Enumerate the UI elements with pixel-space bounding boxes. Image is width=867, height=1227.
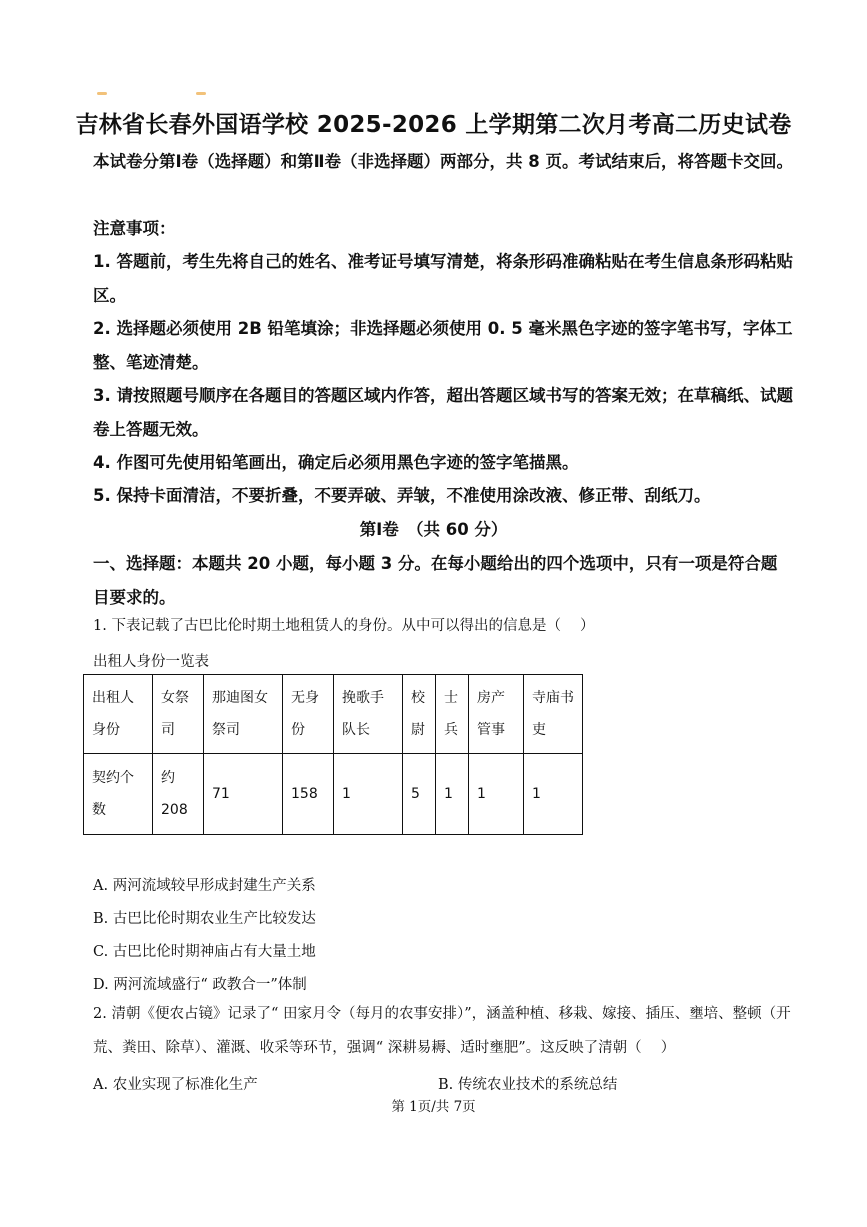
question-2-stem: 2. 清朝《便农占镜》记录了“ 田家月令（每月的农事安排）”，涵盖种植、移栽、嫁接、插压、壅培、整顿（开荒、粪田、除草）、灌溉、收采等环节，强调“ 深耕易耨、适时壅肥”。这反映了清朝（ ） — [93, 1006, 791, 1056]
table-header-row — [84, 675, 583, 754]
table-cell: 约 208 — [153, 754, 204, 835]
table-cell: 71 — [204, 754, 283, 835]
question-1-option-b: B. 古巴比伦时期农业生产比较发达 — [93, 911, 316, 927]
note-item: 4. 作图可先使用铅笔画出，确定后必须用黑色字迹的签字笔描黑。 — [93, 453, 579, 472]
table-row — [84, 754, 583, 835]
table-cell: 1 — [469, 754, 524, 835]
part-heading: 一、选择题：本题共 20 小题，每小题 3 分。在每小题给出的四个选项中，只有一项是符合题目要求的。 — [93, 554, 778, 607]
table-cell: 那迪图女祭司 — [204, 675, 283, 754]
question-1-stem: 1. 下表记载了古巴比伦时期土地租赁人的身份。从中可以得出的信息是（ ） — [93, 618, 595, 634]
question-2-option-a: A. 农业实现了标准化生产 — [93, 1077, 258, 1093]
table-cell: 挽歌手队长 — [334, 675, 403, 754]
header-decoration — [196, 92, 206, 95]
question-1-option-d: D. 两河流域盛行“ 政教合一”体制 — [93, 977, 307, 993]
question-1-option-c: C. 古巴比伦时期神庙占有大量土地 — [93, 944, 316, 960]
note-item: 1. 答题前，考生先将自己的姓名、准考证号填写清楚，将条形码准确粘贴在考生信息条形码粘贴区。 — [93, 252, 793, 305]
table-cell: 无身份 — [283, 675, 334, 754]
table-cell: 房产管事 — [469, 675, 524, 754]
table-cell: 出租人身份 — [84, 675, 153, 754]
table-cell: 1 — [436, 754, 469, 835]
question-2-option-b: B. 传统农业技术的系统总结 — [438, 1077, 618, 1093]
table-cell: 1 — [524, 754, 583, 835]
exam-intro: 本试卷分第Ⅰ卷（选择题）和第Ⅱ卷（非选择题）两部分，共 8 页。考试结束后，将答题卡交回。 — [93, 152, 793, 171]
note-item: 5. 保持卡面清洁，不要折叠，不要弄破、弄皱，不准使用涂改液、修正带、刮纸刀。 — [93, 486, 711, 505]
table-cell: 158 — [283, 754, 334, 835]
table-cell: 士兵 — [436, 675, 469, 754]
note-item: 2. 选择题必须使用 2B 铅笔填涂；非选择题必须使用 0. 5 毫米黑色字迹的签字笔书写，字体工整、笔迹清楚。 — [93, 319, 793, 372]
table-cell: 寺庙书吏 — [524, 675, 583, 754]
table-cell: 校尉 — [403, 675, 436, 754]
table-cell: 契约个数 — [84, 754, 153, 835]
section-heading: 第Ⅰ卷 （共 60 分） — [359, 520, 508, 539]
notes-heading: 注意事项： — [93, 219, 176, 238]
table-cell: 女祭司 — [153, 675, 204, 754]
lessor-table — [83, 674, 583, 835]
table-caption: 出租人身份一览表 — [93, 654, 209, 670]
note-item: 3. 请按照题号顺序在各题目的答题区域内作答，超出答题区域书写的答案无效；在草稿纸、试题卷上答题无效。 — [93, 386, 793, 439]
exam-title: 吉林省长春外国语学校 2025-2026 上学期第二次月考高二历史试卷 — [75, 112, 792, 138]
table-cell: 1 — [334, 754, 403, 835]
table-cell: 5 — [403, 754, 436, 835]
page-footer: 第 1页/共 7页 — [391, 1099, 476, 1115]
question-1-option-a: A. 两河流域较早形成封建生产关系 — [93, 878, 316, 894]
header-decoration — [97, 92, 107, 95]
